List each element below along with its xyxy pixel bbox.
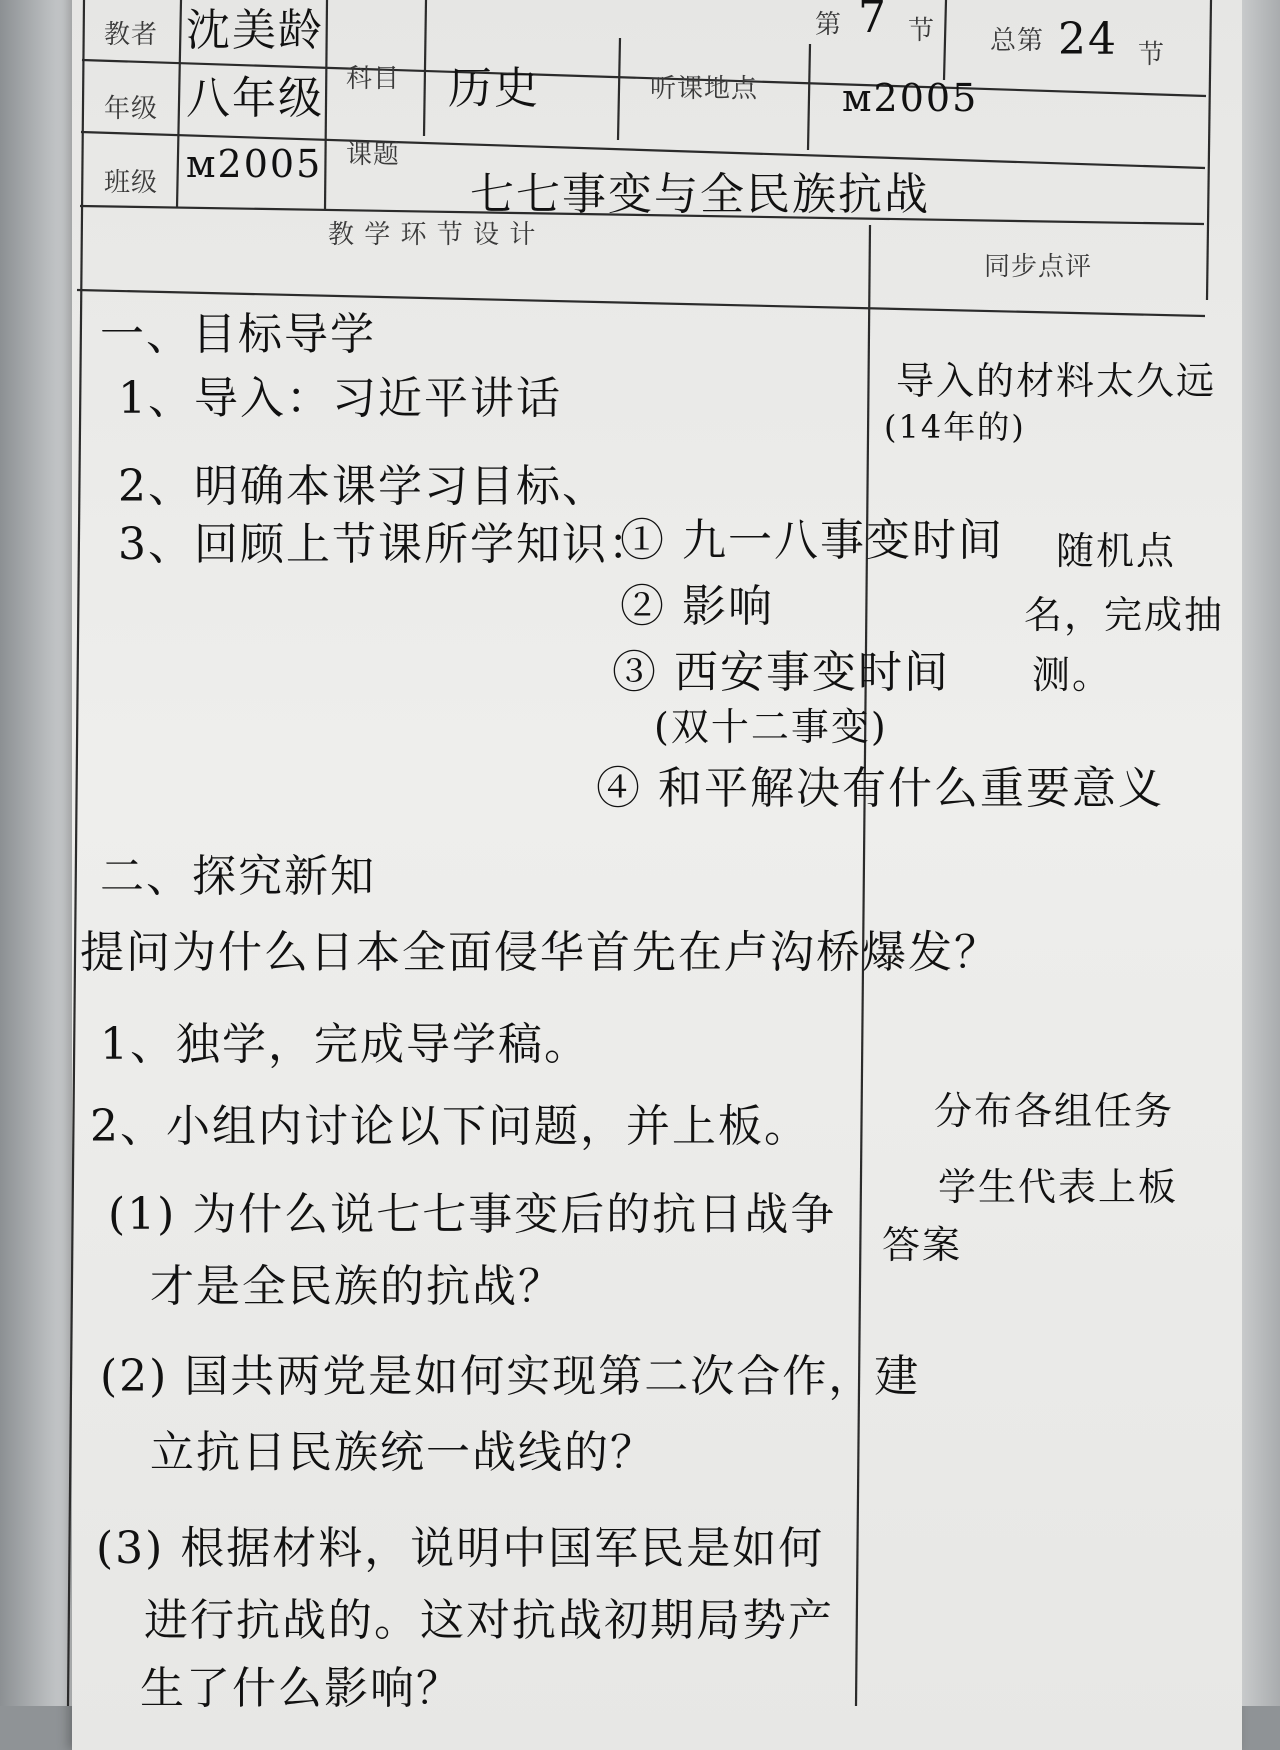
step-2: 2、小组内讨论以下问题，并上板。 (90, 1101, 810, 1152)
subject-value: 历史 (448, 63, 540, 114)
comment-1-line-2: (14年的) (884, 408, 1026, 446)
question-2-line-1: (2) 国共两党是如何实现第二次合作，建 (100, 1351, 921, 1402)
location-label: 听课地点 (650, 74, 759, 104)
question-3-line-3: 生了什么影响？ (140, 1663, 462, 1714)
class-label: 班级 (104, 168, 159, 198)
topic-label: 课题 (346, 140, 401, 170)
question-3-line-2: 进行抗战的。这对抗战初期局势产 (144, 1595, 834, 1646)
total-periods-prefix: 总第 (990, 26, 1045, 56)
topic-value: 七七事变与全民族抗战 (470, 169, 930, 220)
grade-value: 八年级 (186, 73, 324, 124)
section2-title: 二、探究新知 (100, 851, 376, 902)
total-periods-value: 24 (1058, 14, 1118, 65)
total-periods-suffix: 节 (1138, 40, 1166, 70)
comment-3-line-2: 学生代表上板 (938, 1165, 1179, 1209)
period-value: 7 (858, 0, 888, 43)
comment-2-line-3: 测。 (1032, 653, 1113, 697)
section1-title: 一、目标导学 (100, 309, 376, 360)
question-1-line-2: 才是全民族的抗战？ (150, 1261, 564, 1312)
step-1: 1、独学，完成导学稿。 (100, 1019, 590, 1070)
period-prefix: 第 (815, 10, 843, 40)
teacher-label: 教者 (104, 20, 159, 50)
comment-2-line-2: 名，完成抽 (1024, 593, 1225, 637)
design-item-2: 2、明确本课学习目标、 (118, 461, 608, 512)
recall-point-3-note: (双十二事变) (654, 705, 888, 749)
comment-1-line-1: 导入的材料太久远 (896, 359, 1217, 403)
comment-2-line-1: 随机点 (1056, 529, 1177, 573)
subject-label: 科目 (346, 64, 401, 94)
question-1-line-1: (1) 为什么说七七事变后的抗日战争 (108, 1189, 837, 1240)
teacher-name-value: 沈美龄 (186, 5, 324, 56)
period-suffix: 节 (908, 16, 936, 46)
location-value: м2005 (842, 76, 979, 120)
recall-point-2: ② 影响 (620, 581, 774, 632)
question-2-line-2: 立抗日民族统一战线的？ (150, 1427, 656, 1478)
class-value: м2005 (186, 142, 323, 186)
design-item-1: 1、导入：习近平讲话 (118, 373, 562, 424)
grade-label: 年级 (104, 94, 159, 124)
comment-3-line-1: 分布各组任务 (934, 1089, 1175, 1133)
recall-point-4: ④ 和平解决有什么重要意义 (596, 763, 1164, 814)
comment-column-header: 同步点评 (984, 252, 1093, 282)
design-item-3: 3、回顾上节课所学知识： (118, 519, 654, 570)
recall-point-3: ③ 西安事变时间 (612, 647, 950, 698)
question-3-line-1: (3) 根据材料，说明中国军民是如何 (96, 1523, 825, 1574)
opening-question: 提问为什么日本全面侵华首先在卢沟桥爆发？ (80, 927, 1000, 978)
design-column-header: 教 学 环 节 设 计 (328, 220, 537, 250)
recall-point-1: ① 九一八事变时间 (620, 515, 1004, 566)
comment-3-line-3: 答案 (882, 1223, 963, 1267)
